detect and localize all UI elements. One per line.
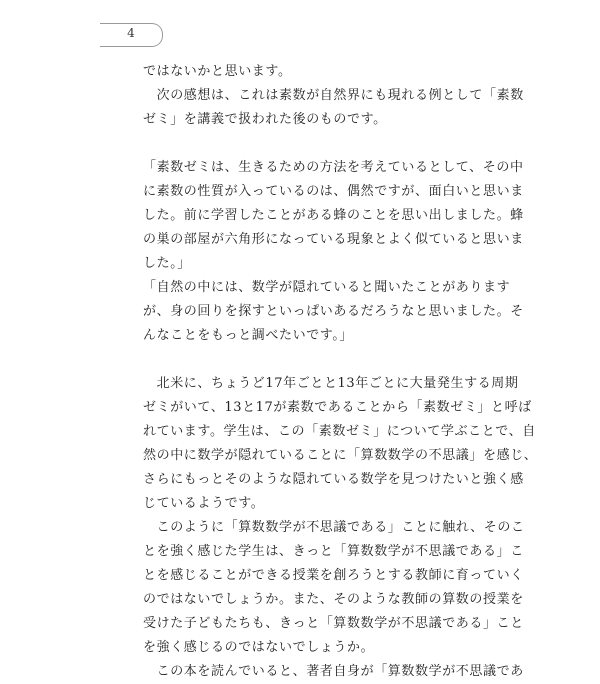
- text-line: れています。学生は、この「素数ゼミ」について学ぶことで、自: [143, 424, 536, 439]
- page-header-tab: [100, 23, 163, 47]
- text-line: とを感じることができる授業を創ろうとする教師に育っていく: [143, 568, 524, 583]
- paragraph-gap: [143, 132, 463, 156]
- text-line: じているようです。: [143, 496, 265, 511]
- text-line: した。前に学習したことがある蜂のことを思い出しました。蜂: [143, 208, 524, 223]
- text-line: とを強く感じた学生は、きっと「算数数学が不思議である」こ: [143, 544, 524, 559]
- text-line: 北米に、ちょうど17年ごとと13年ごとに大量発生する周期: [143, 376, 519, 391]
- text-line: んなことをもっと調べたいです。」: [143, 328, 354, 343]
- text-line: 「自然の中には、数学が隠れていると聞いたことがあります: [143, 280, 511, 295]
- text-line: この本を読んでいると、著者自身が「算数数学が不思議であ: [143, 664, 524, 679]
- paragraph-gap: [143, 348, 463, 372]
- text-line: した。」: [143, 256, 191, 271]
- page-number: 4: [127, 26, 135, 40]
- text-line: に素数の性質が入っているのは、偶然ですが、面白いと思いま: [143, 184, 524, 199]
- text-line: このように「算数数学が不思議である」ことに触れ、そのこ: [143, 520, 525, 535]
- text-line: 受けた子どもたちも、きっと「算数数学が不思議である」こと: [143, 616, 524, 631]
- text-line: 「素数ゼミは、生きるための方法を考えているとして、その中: [143, 160, 524, 175]
- text-line: のではないでしょうか。また、そのような教師の算数の授業を: [143, 592, 524, 607]
- text-line: ゼミがいて、13と17が素数であることから「素数ゼミ」と呼ば: [143, 400, 532, 415]
- text-line: 次の感想は、これは素数が自然界にも現れる例として「素数: [143, 88, 524, 103]
- text-line: ではないかと思います。: [143, 64, 292, 79]
- text-line: を強く感じるのではないでしょうか。: [143, 640, 375, 655]
- text-line: ゼミ」を講義で扱われた後のものです。: [143, 112, 387, 127]
- text-line: の巣の部屋が六角形になっている現象とよく似ていると思いま: [143, 232, 524, 247]
- text-line: 然の中に数学が隠れていることに「算数数学の不思議」を感じ、: [143, 448, 538, 463]
- text-line: さらにもっとそのような隠れている数学を見つけたいと強く感: [143, 472, 524, 487]
- body-text: [143, 60, 538, 684]
- text-line: が、身の回りを探すといっぱいあるだろうなと思いました。そ: [143, 304, 524, 319]
